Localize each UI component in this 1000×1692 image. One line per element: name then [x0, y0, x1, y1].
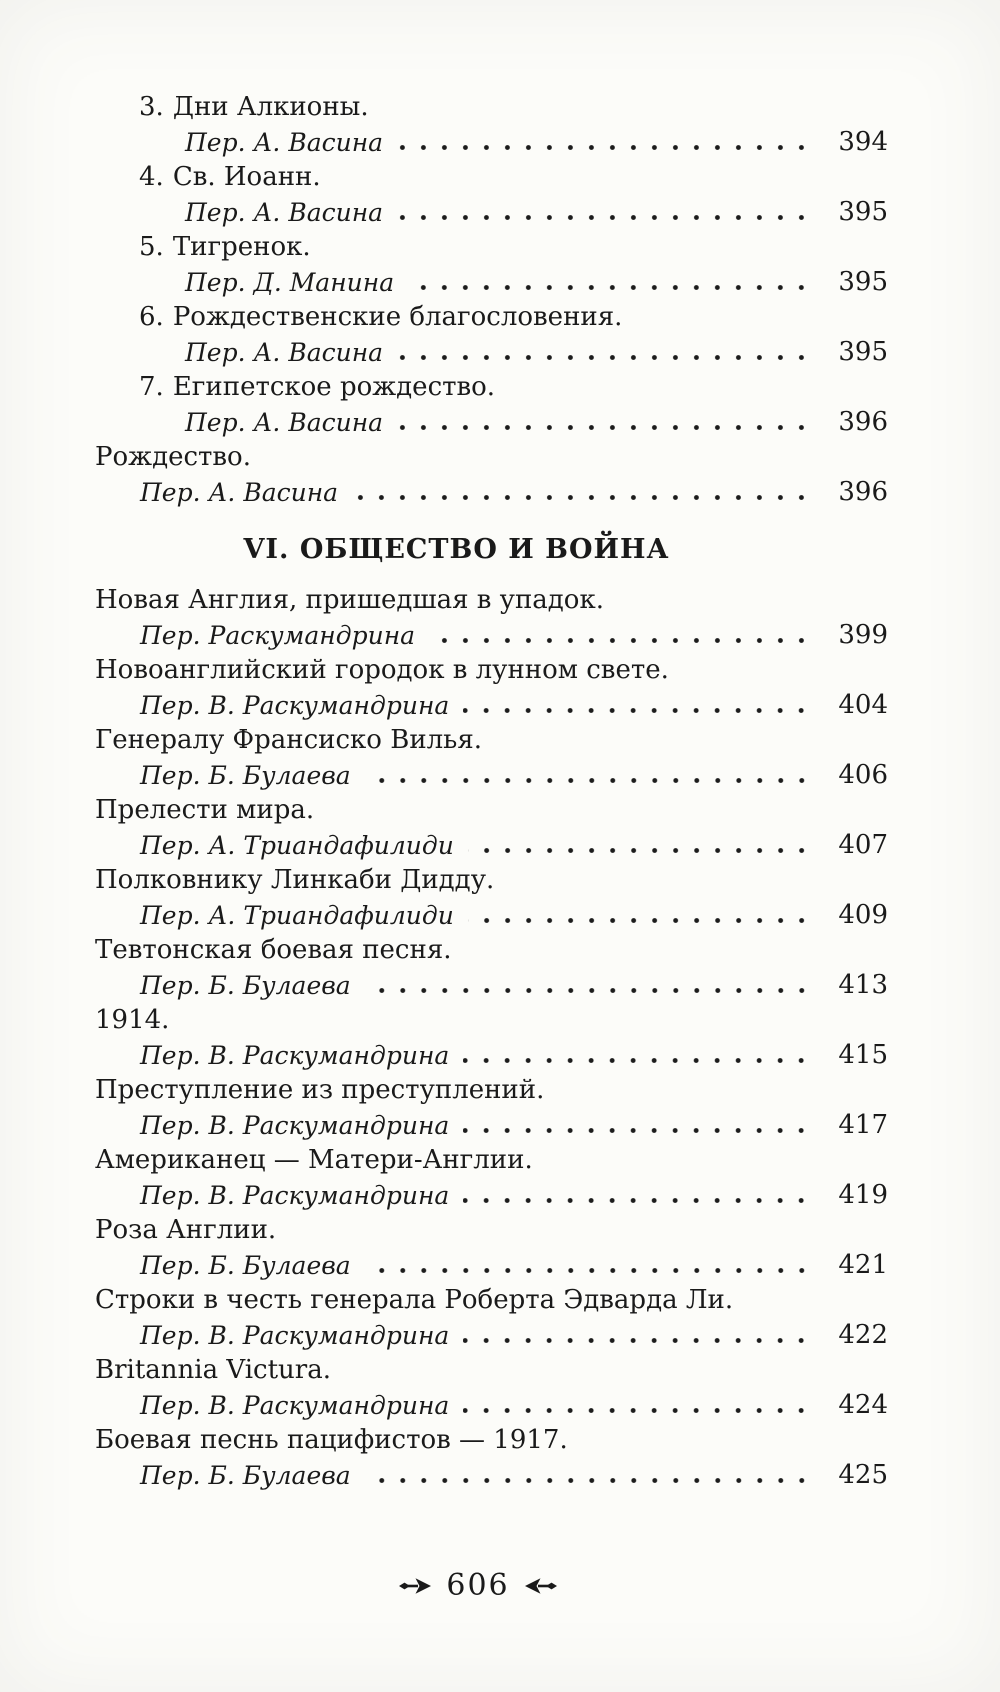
toc-entry	[95, 863, 888, 933]
entry-leader-line	[95, 405, 888, 440]
entry-page-number: 409	[838, 900, 888, 930]
entry-leader-line	[95, 1038, 888, 1073]
entry-leader-line	[95, 1318, 888, 1353]
entry-number: 5.	[139, 232, 164, 262]
entry-leader-line	[95, 1458, 888, 1493]
entry-number: 7.	[139, 372, 164, 402]
entry-page-number: 395	[838, 197, 888, 227]
dot-leader	[468, 916, 812, 925]
dot-leader	[463, 1126, 812, 1135]
dot-leader	[463, 1406, 812, 1415]
dot-leader	[468, 846, 812, 855]
entry-leader-line	[95, 968, 888, 1003]
entry-page-number: 407	[838, 830, 888, 860]
entry-title: Американец — Матери-Англии.	[95, 1145, 533, 1175]
entry-title-line	[95, 933, 888, 968]
entry-translator: Пер. А. Триандафилиди	[140, 831, 454, 860]
entry-page-number: 413	[838, 970, 888, 1000]
entry-title: Новоанглийский городок в лунном свете.	[95, 655, 669, 685]
toc-entry	[95, 793, 888, 863]
toc-entry	[95, 1143, 888, 1213]
page-footer	[0, 1569, 978, 1603]
entry-title: Рождественские благословения.	[172, 302, 623, 332]
entry-leader-line	[95, 265, 888, 300]
toc-entry	[95, 1213, 888, 1283]
entry-leader-line	[95, 1248, 888, 1283]
entry-number: 4.	[139, 162, 164, 192]
entry-title: Прелести мира.	[95, 795, 315, 825]
entry-page-number: 421	[838, 1250, 888, 1280]
entry-translator: Пер. А. Триандафилиди	[140, 901, 454, 930]
entry-translator: Пер. В. Раскумандрина	[140, 1321, 450, 1350]
entry-title-line	[95, 1353, 888, 1388]
arrow-left-ornament-icon	[525, 1577, 557, 1595]
entry-title-line	[95, 1423, 888, 1458]
entry-page-number: 417	[838, 1110, 888, 1140]
entry-title: Преступление из преступлений.	[95, 1075, 545, 1105]
entry-page-number: 419	[838, 1180, 888, 1210]
dot-leader	[463, 1056, 812, 1065]
entry-leader-line	[95, 1108, 888, 1143]
entry-title: Строки в честь генерала Роберта Эдварда Ли.	[95, 1285, 734, 1315]
entry-title: Генералу Франсиско Вилья.	[95, 725, 482, 755]
entry-title: Египетское рождество.	[172, 372, 496, 402]
entry-page-number: 425	[838, 1460, 888, 1490]
entry-leader-line	[95, 898, 888, 933]
entry-leader-line	[95, 195, 888, 230]
entry-number: 3.	[139, 92, 164, 122]
entry-page-number: 395	[838, 267, 888, 297]
dot-leader	[397, 143, 812, 152]
entry-translator: Пер. Д. Манина	[185, 268, 395, 297]
entry-title-line	[95, 723, 888, 758]
toc-entry	[95, 370, 888, 440]
entry-translator: Пер. Б. Булаева	[140, 971, 351, 1000]
entry-leader-line	[95, 335, 888, 370]
toc-entry	[95, 583, 888, 653]
entry-leader-line	[95, 475, 888, 510]
entry-page-number: 415	[838, 1040, 888, 1070]
toc-entry	[95, 1353, 888, 1423]
toc-section-block	[95, 583, 888, 1493]
entry-title: Тигренок.	[172, 232, 311, 262]
entry-title: 1914.	[95, 1005, 170, 1035]
entry-translator: Пер. А. Васина	[185, 198, 384, 227]
entry-number: 6.	[139, 302, 164, 332]
entry-title-line	[95, 370, 888, 405]
page-number: 606	[446, 1568, 510, 1603]
toc-entry	[95, 90, 888, 160]
toc-entry	[95, 723, 888, 793]
entry-page-number: 395	[838, 337, 888, 367]
entry-leader-line	[95, 618, 888, 653]
entry-title-line	[95, 583, 888, 618]
toc-entry	[95, 1073, 888, 1143]
entry-title-line	[95, 1283, 888, 1318]
entry-title: Britannia Victura.	[95, 1355, 331, 1385]
dot-leader	[365, 1476, 812, 1485]
dot-leader	[352, 493, 812, 502]
arrow-right-ornament-icon	[399, 1577, 431, 1595]
dot-leader	[397, 353, 812, 362]
entry-page-number: 404	[838, 690, 888, 720]
entry-title-line	[95, 793, 888, 828]
entry-leader-line	[95, 688, 888, 723]
toc-entry	[95, 653, 888, 723]
entry-translator: Пер. А. Васина	[185, 408, 384, 437]
dot-leader	[463, 1196, 812, 1205]
dot-leader	[463, 706, 812, 715]
entry-page-number: 424	[838, 1390, 888, 1420]
entry-page-number: 396	[838, 407, 888, 437]
dot-leader	[365, 1266, 812, 1275]
entry-title-line	[95, 863, 888, 898]
entry-translator: Пер. Раскумандрина	[140, 621, 416, 650]
entry-title: Полковнику Линкаби Дидду.	[95, 865, 495, 895]
toc-entry	[95, 1283, 888, 1353]
toc-entry	[95, 1423, 888, 1493]
dot-leader	[429, 636, 812, 645]
entry-title-line	[95, 90, 888, 125]
entry-page-number: 394	[838, 127, 888, 157]
entry-page-number: 396	[838, 477, 888, 507]
entry-title-line	[95, 653, 888, 688]
entry-title: Роза Англии.	[95, 1215, 277, 1245]
dot-leader	[397, 213, 812, 222]
entry-translator: Пер. Б. Булаева	[140, 1251, 351, 1280]
entry-leader-line	[95, 1388, 888, 1423]
entry-translator: Пер. А. Васина	[185, 338, 384, 367]
entry-title: Новая Англия, пришедшая в упадок.	[95, 585, 604, 615]
entry-translator: Пер. В. Раскумандрина	[140, 1041, 450, 1070]
dot-leader	[408, 283, 812, 292]
dot-leader	[397, 423, 812, 432]
entry-leader-line	[95, 125, 888, 160]
entry-title-line	[95, 230, 888, 265]
section-header: VI. ОБЩЕСТВО И ВОЙНА	[243, 534, 670, 565]
toc-entry	[95, 300, 888, 370]
entry-title: Рождество.	[95, 442, 251, 472]
entry-translator: Пер. Б. Булаева	[140, 761, 351, 790]
entry-title-line	[95, 1143, 888, 1178]
entry-translator: Пер. В. Раскумандрина	[140, 1391, 450, 1420]
dot-leader	[365, 776, 812, 785]
entry-title: Тевтонская боевая песня.	[95, 935, 452, 965]
toc-entry	[95, 933, 888, 1003]
entry-title: Дни Алкионы.	[172, 92, 369, 122]
entry-title-line	[95, 160, 888, 195]
toc-entry	[95, 230, 888, 300]
entry-title-line	[95, 1073, 888, 1108]
dot-leader	[365, 986, 812, 995]
entry-translator: Пер. А. Васина	[140, 478, 339, 507]
entry-title-line	[95, 440, 888, 475]
entry-leader-line	[95, 1178, 888, 1213]
entry-translator: Пер. В. Раскумандрина	[140, 1181, 450, 1210]
toc-entry	[95, 1003, 888, 1073]
entry-leader-line	[95, 828, 888, 863]
toc-entry	[95, 440, 888, 510]
dot-leader	[463, 1336, 812, 1345]
entry-title: Боевая песнь пацифистов — 1917.	[95, 1425, 568, 1455]
entry-page-number: 422	[838, 1320, 888, 1350]
entry-title-line	[95, 1003, 888, 1038]
entry-translator: Пер. Б. Булаева	[140, 1461, 351, 1490]
entry-translator: Пер. В. Раскумандрина	[140, 691, 450, 720]
toc-entry	[95, 160, 888, 230]
entry-leader-line	[95, 758, 888, 793]
entry-page-number: 399	[838, 620, 888, 650]
entry-title-line	[95, 1213, 888, 1248]
entry-translator: Пер. А. Васина	[185, 128, 384, 157]
toc-pre-section-block	[95, 440, 888, 510]
entry-title-line	[95, 300, 888, 335]
toc-numbered-block	[95, 90, 888, 440]
entry-translator: Пер. В. Раскумандрина	[140, 1111, 450, 1140]
entry-page-number: 406	[838, 760, 888, 790]
entry-title: Св. Иоанн.	[172, 162, 321, 192]
